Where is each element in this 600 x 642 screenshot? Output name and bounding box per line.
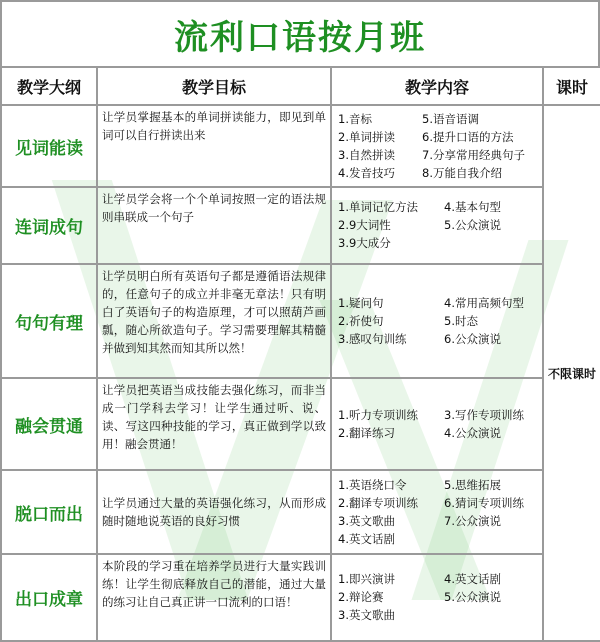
content-item: 3.英文歌曲	[338, 608, 395, 622]
table-row	[1, 554, 600, 641]
outline-cell: 脱口而出	[1, 470, 97, 554]
content-item: 2.翻译练习	[338, 425, 395, 440]
goal-cell: 让学员明白所有英语句子都是遵循语法规律的，任意句子的成立并非毫无章法！只有明白了英语句子的构造原理，才可以照葫芦画瓢，随心所欲造句子。学习需要理解其精髓并做到知其然而知其所以然！	[97, 264, 331, 378]
content-item: 5.公众演说	[444, 590, 501, 604]
content-item: 3.写作专项训练	[444, 407, 524, 422]
content-item: 1.英语绕口令	[338, 477, 407, 492]
content-item	[444, 235, 536, 252]
content-item: 1.即兴演讲	[338, 572, 395, 586]
content-item	[444, 607, 536, 624]
content-item: 2.祈使句	[338, 313, 384, 328]
outline-cell: 融会贯通	[1, 378, 97, 470]
title-bar	[0, 0, 600, 66]
content-item: 2.翻译专项训练	[338, 495, 418, 510]
goal-cell: 让学员通过大量的英语强化练习，从而形成随时随地说英语的良好习惯	[97, 470, 331, 554]
content-item: 4.英文话剧	[338, 531, 395, 546]
table-row	[1, 378, 600, 470]
page-title: 流利口语按月班	[174, 17, 426, 58]
content-item: 4.发音技巧	[338, 165, 395, 180]
outline-cell: 见词能读	[1, 105, 97, 187]
content-cell	[331, 187, 543, 264]
course-table	[0, 66, 600, 642]
content-item: 4.常用高频句型	[444, 295, 524, 310]
content-item: 4.基本句型	[444, 200, 501, 214]
hours-cell: 不限课时	[543, 105, 600, 641]
table-row	[1, 470, 600, 554]
content-item: 2.辩论赛	[338, 590, 384, 604]
header-content: 教学内容	[331, 67, 543, 105]
table-row	[1, 187, 600, 264]
content-item	[444, 531, 536, 548]
goal-cell: 让学员把英语当成技能去强化练习，而非当成一门学科去学习！让学生通过听、说、读、写这四种技能的学习，真正做到学以致用！融会贯通！	[97, 378, 331, 470]
content-cell	[331, 378, 543, 470]
table-row	[1, 105, 600, 187]
content-item: 3.9大成分	[338, 236, 391, 250]
content-item: 6.猜词专项训练	[444, 495, 524, 510]
content-item: 3.英文歌曲	[338, 513, 395, 528]
content-item: 1.单词记忆方法	[338, 200, 418, 214]
content-item: 2.单词拼读	[338, 129, 395, 144]
content-item: 5.思维拓展	[444, 477, 501, 492]
content-item: 5.语音语调	[422, 111, 479, 126]
content-item: 6.提升口语的方法	[422, 129, 514, 144]
content-item: 6.公众演说	[444, 331, 501, 346]
header-hours: 课时	[543, 67, 600, 105]
content-item: 4.公众演说	[444, 425, 501, 440]
content-cell	[331, 470, 543, 554]
content-cell	[331, 264, 543, 378]
content-item: 1.音标	[338, 111, 372, 126]
goal-cell: 让学员学会将一个个单词按照一定的语法规则串联成一个句子	[97, 187, 331, 264]
content-cell	[331, 105, 543, 187]
header-row	[1, 67, 600, 105]
table-row	[1, 264, 600, 378]
content-item: 3.自然拼读	[338, 147, 395, 162]
outline-cell: 出口成章	[1, 554, 97, 641]
content-item: 5.时态	[444, 313, 478, 328]
outline-cell: 连词成句	[1, 187, 97, 264]
header-outline: 教学大纲	[1, 67, 97, 105]
header-goal: 教学目标	[97, 67, 331, 105]
content-item: 3.感叹句训练	[338, 331, 407, 346]
content-item: 1.疑问句	[338, 295, 384, 310]
outline-cell: 句句有理	[1, 264, 97, 378]
content-item: 4.英文话剧	[444, 572, 501, 586]
content-item: 8.万能自我介绍	[422, 165, 502, 180]
content-item: 2.9大词性	[338, 218, 391, 232]
content-item: 1.听力专项训练	[338, 407, 418, 422]
content-item: 7.公众演说	[444, 513, 501, 528]
goal-cell: 让学员掌握基本的单词拼读能力，即见到单词可以自行拼读出来	[97, 105, 331, 187]
content-item: 5.公众演说	[444, 218, 501, 232]
content-cell	[331, 554, 543, 641]
goal-cell: 本阶段的学习重在培养学员进行大量实践训练！让学生彻底释放自己的潜能，通过大量的练习让自己真正讲一口流利的口语！	[97, 554, 331, 641]
content-item: 7.分享常用经典句子	[422, 147, 525, 162]
